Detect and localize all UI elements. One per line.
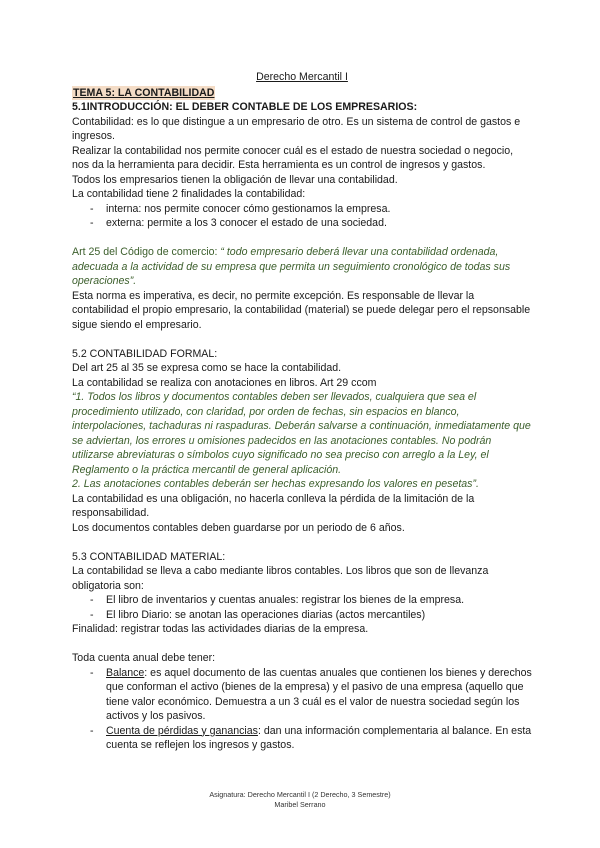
paragraph: La contabilidad se lleva a cabo mediante libros contables. Los libros que son de llevanza obligatoria son: <box>72 565 489 592</box>
term-definition: : dan una información complementaria al balance. En esta cuenta se reflejen los ingresos y gastos. <box>106 724 532 751</box>
annual-accounts-list <box>72 666 532 753</box>
paragraph: Finalidad: registrar todas las actividades diarias de la empresa. <box>72 623 369 635</box>
article-25-citation <box>72 245 532 289</box>
purposes-list <box>72 202 532 231</box>
paragraph: Todos los empresarios tienen la obligación de llevar una contabilidad. <box>72 173 398 186</box>
list-item <box>90 666 532 724</box>
topic-title: TEMA 5: LA CONTABILIDAD <box>73 86 215 99</box>
footer-subject: Asignatura: Derecho Mercantil I (2 Derecho, 3 Semestre) <box>209 790 391 799</box>
document-page <box>72 70 532 753</box>
paragraph: Toda cuenta anual debe tener: <box>72 652 216 664</box>
books-list <box>72 593 532 622</box>
paragraph: Esta norma es imperativa, es decir, no permite excepción. Es responsable de llevar la contabilidad el propio empresario, la contabilidad (material) se puede delegar pero el repsonsable sigue siendo el empresario. <box>72 289 531 331</box>
paragraph: Contabilidad: es lo que distingue a un empresario de otro. Es un sistema de control de gastos e ingresos. <box>72 115 521 142</box>
article-29-quote-2: 2. Las anotaciones contables deberán ser hechas expresando los valores en pesetas”. <box>72 478 479 490</box>
footer-author: Maribel Serrano <box>274 800 326 809</box>
article-29-quote: “1. Todos los libros y documentos contables deben ser llevados, cualquiera que sea el procedimiento utilizado, con claridad, por orden de fechas, sin espacios en blanco, interpolaciones, tachaduras ni raspaduras. Deberán salvarse a continuación, inmediatamente que se adviertan, los errores u omisiones padecidos en las anotaciones contables. No podrán utilizarse abreviaturas o símbolos cuyo significado no sea preciso con arreglo a la Ley, el Reglamento o la práctica mercantil de general aplicación. <box>72 391 531 476</box>
list-item <box>90 724 532 753</box>
page-footer <box>0 790 600 810</box>
article-quote: “ todo empresario deberá llevar una contabilidad ordenada, adecuada a la actividad de su empresa que permita un seguimiento cronológico de todas sus operaciones”. <box>72 246 511 287</box>
paragraph: Realizar la contabilidad nos permite conocer cuál es el estado de nuestra sociedad o negocio, nos da la herramienta para decidir. Esta herramienta es un control de ingresos y gastos. <box>72 144 514 171</box>
term-profit-loss: Cuenta de pérdidas y ganancias <box>106 724 258 737</box>
article-intro: Art 25 del Código de comercio: <box>72 246 221 258</box>
paragraph: La contabilidad es una obligación, no hacerla conlleva la pérdida de la limitación de la responsabilidad. <box>72 492 475 519</box>
section-1-title: 5.1INTRODUCCIÓN: EL DEBER CONTABLE DE LOS EMPRESARIOS: <box>72 101 418 113</box>
list-item: - El libro de inventarios y cuentas anuales: registrar los bienes de la empresa. <box>90 593 532 608</box>
list-item: - El libro Diario: se anotan las operaciones diarias (actos mercantiles) <box>90 608 532 623</box>
list-item: - externa: permite a los 3 conocer el estado de una sociedad. <box>90 216 532 231</box>
paragraph: Del art 25 al 35 se expresa como se hace la contabilidad. <box>72 362 342 374</box>
paragraph: La contabilidad tiene 2 finalidades la contabilidad: <box>72 188 306 200</box>
paragraph: La contabilidad se realiza con anotaciones en libros. Art 29 ccom <box>72 376 377 389</box>
section-3-title: 5.3 CONTABILIDAD MATERIAL: <box>72 550 226 563</box>
paragraph: Los documentos contables deben guardarse por un periodo de 6 años. <box>72 521 405 534</box>
document-header: Derecho Mercantil I <box>256 71 348 83</box>
term-balance: Balance <box>106 666 145 679</box>
term-definition: : es aquel documento de las cuentas anuales que contienen los bienes y derechos que conforman el activo (bienes de la empresa) y el pasivo de una empresa (aquello que tiene valor económico. Demuestra a un 3 cuál es el valor de nuestra sociedad según los activos y los pasivos. <box>106 666 532 722</box>
list-item: - interna: nos permite conocer cómo gestionamos la empresa. <box>90 202 532 217</box>
section-2-title: 5.2 CONTABILIDAD FORMAL: <box>72 347 218 360</box>
